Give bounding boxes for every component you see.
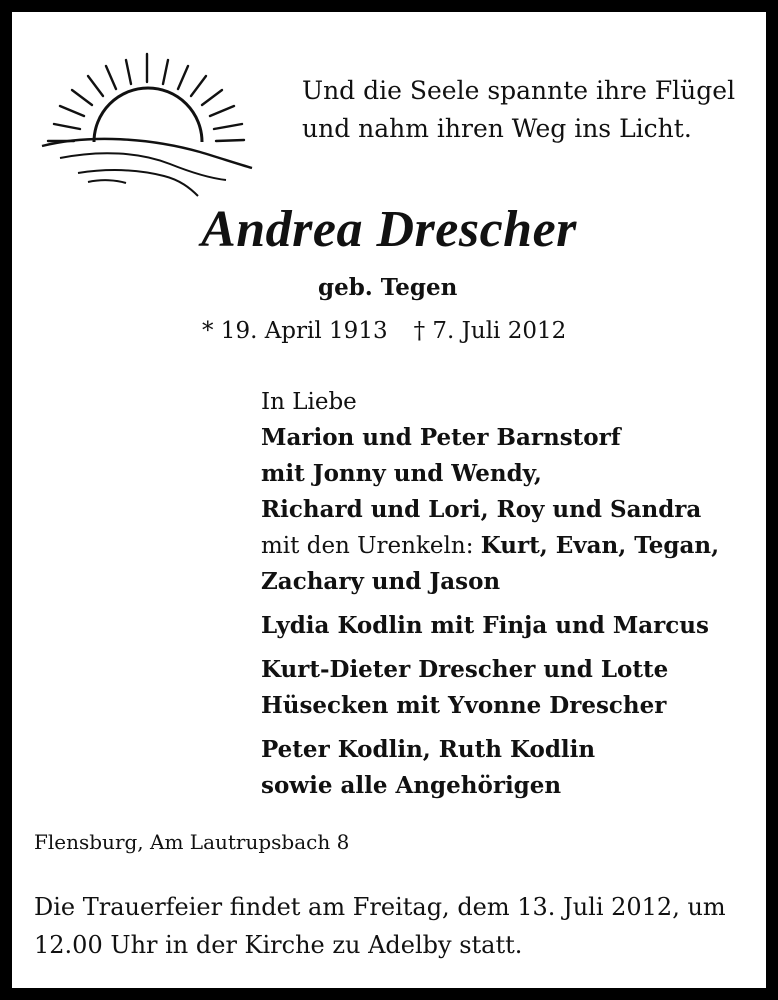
maiden-name: geb. Tegen: [318, 274, 458, 301]
motto-line: Und die Seele spannte ihre Flügel: [302, 76, 736, 105]
great-grandchildren-names: Kurt, Evan, Tegan,: [480, 532, 720, 559]
mourners-intro: In Liebe: [261, 389, 357, 415]
life-dates: [202, 318, 566, 344]
mourner-line: Zachary und Jason: [261, 568, 501, 595]
birth-date: * 19. April 1913: [202, 318, 388, 344]
great-grandchildren-prefix: mit den Urenkeln:: [261, 533, 481, 559]
mourners-list: [261, 384, 719, 804]
mourner-line: Lydia Kodlin mit Finja und Marcus: [261, 612, 709, 639]
mourner-line: Kurt-Dieter Drescher und Lotte: [261, 656, 669, 683]
notice-line: Die Trauerfeier findet am Freitag, dem 13. Juli 2012, um: [34, 893, 726, 921]
mourner-line: Hüsecken mit Yvonne Drescher: [261, 692, 667, 719]
funeral-notice: [34, 888, 726, 964]
mourner-line: Marion und Peter Barnstorf: [261, 424, 621, 451]
notice-line: 12.00 Uhr in der Kirche zu Adelby statt.: [34, 931, 523, 959]
rising-sun-icon: [30, 40, 260, 200]
obituary-notice: [12, 12, 766, 988]
mourner-line: mit Jonny und Wendy,: [261, 460, 542, 487]
motto-line: und nahm ihren Weg ins Licht.: [302, 114, 692, 143]
deceased-name: Andrea Drescher: [201, 201, 577, 258]
mourner-line: Richard und Lori, Roy und Sandra: [261, 496, 702, 523]
death-date: † 7. Juli 2012: [413, 318, 567, 344]
mourner-line: Peter Kodlin, Ruth Kodlin: [261, 736, 596, 763]
mourner-line: [261, 528, 719, 564]
mourner-line: sowie alle Angehörigen: [261, 772, 562, 799]
motto-verse: [302, 72, 735, 148]
address: Flensburg, Am Lautrupsbach 8: [34, 830, 350, 854]
